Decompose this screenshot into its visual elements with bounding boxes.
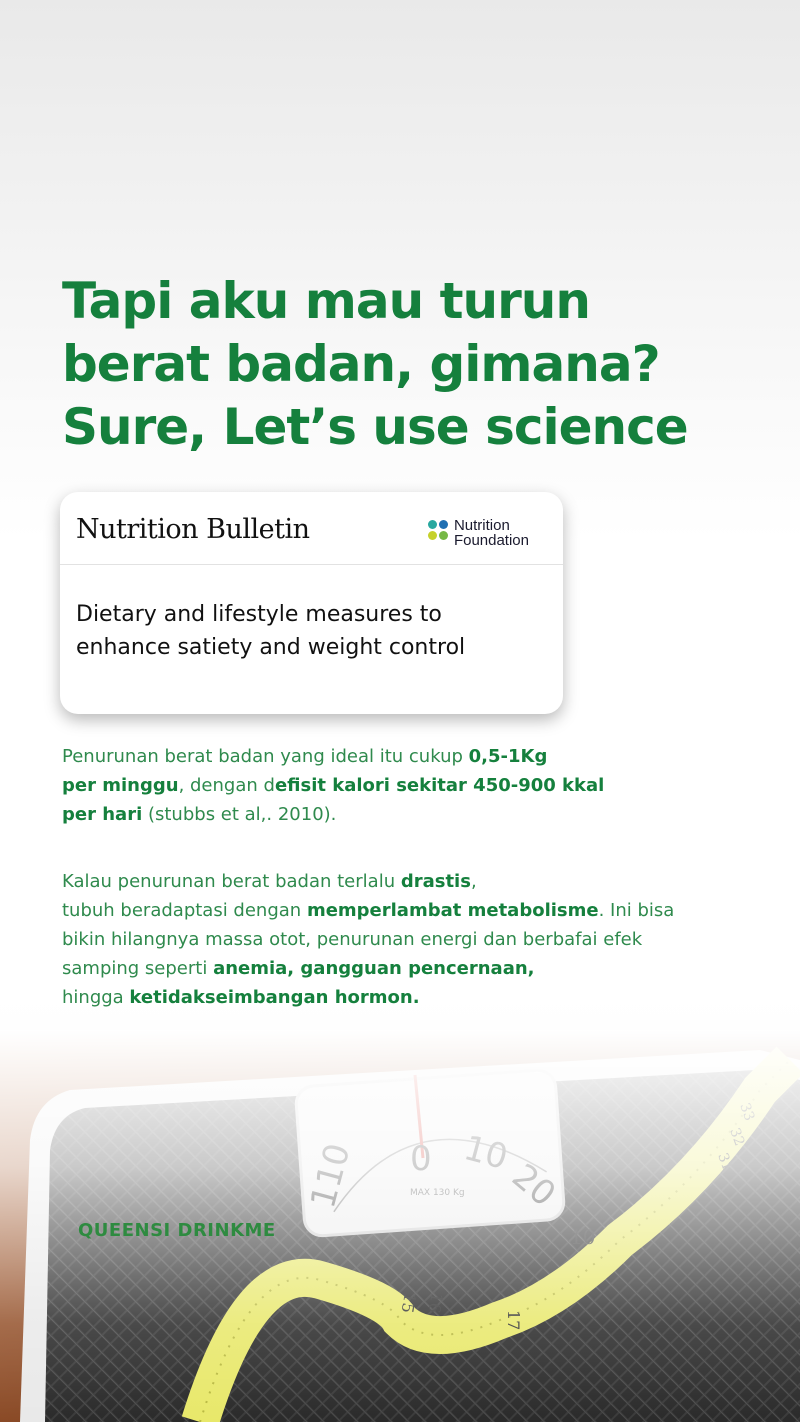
headline-line-3: Sure, Let’s use science: [62, 398, 688, 456]
headline-line-2: berat badan, gimana?: [62, 335, 660, 393]
journal-name: Nutrition Bulletin: [76, 514, 310, 545]
card-divider: [60, 564, 563, 565]
journal-card: [60, 492, 563, 714]
nutrition-foundation-logo: [428, 518, 529, 548]
brand-watermark: QUEENSI DRINKME: [78, 1220, 276, 1241]
headline-line-1: Tapi aku mau turun: [62, 272, 590, 330]
headline: [62, 270, 762, 459]
card-header: [76, 514, 545, 554]
article-title: Dietary and lifestyle measures to enhance satiety and weight control: [76, 602, 466, 660]
logo-text: Nutrition Foundation: [453, 517, 529, 549]
paragraph-weight-loss-ideal: Penurunan berat badan yang ideal itu cukup 0,5-1Kg per minggu, dengan defisit kalori sekitar 450-900 kkal per hari (stubbs et al,. 2010).: [62, 746, 605, 825]
paragraph-drastic-loss-effects: Kalau penurunan berat badan terlalu drastis, tubuh beradaptasi dengan memperlambat metabolisme. Ini bisa bikin hilangnya massa otot, penurunan energi dan berbafai efek samping seperti anemia, gangguan pencernaan, hingga ketidakseimbangan hormon.: [62, 871, 675, 1008]
logo-dots-icon: [428, 520, 450, 542]
